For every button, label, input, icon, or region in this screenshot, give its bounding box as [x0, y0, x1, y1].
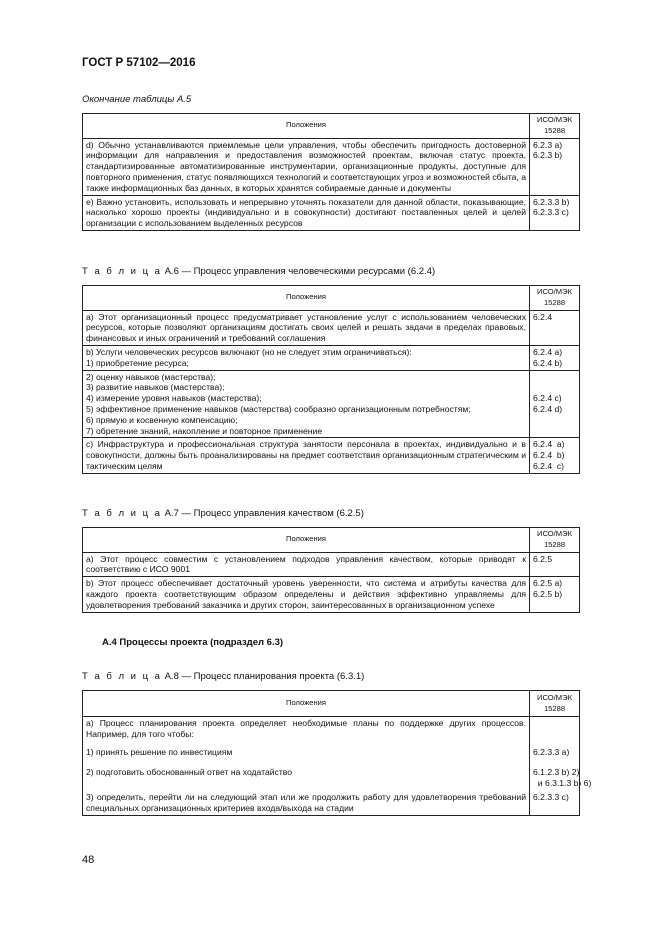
table-cell-text: е) Важно установить, использовать и непрерывно уточнять показатели для данной области, показывающие, насколько хорошо проекты (индивидуально и в совокупности) достигают поставленных целей и целей организации с использованием выделенных ресурсов	[83, 195, 530, 230]
table-row	[83, 195, 580, 230]
table-cell-ref: 6.2.5 a) 6.2.5 b)	[530, 577, 580, 612]
table-row	[83, 717, 580, 741]
table-a7-header-provisions: Положения	[83, 528, 530, 553]
table-row	[83, 552, 580, 577]
table-cell-text: а) Процесс планирования проекта определяет необходимые планы по поддержке других процессов. Например, для того чтобы:	[83, 717, 530, 741]
table-a7-caption: Т а б л и ц а А.7 — Процесс управления качеством (6.2.5)	[82, 508, 364, 519]
table-cell-ref: 6.2.5	[530, 552, 580, 577]
table-cell-ref: 6.2.3.3 b) 6.2.3.3 c)	[530, 195, 580, 230]
table-cell-ref: 6.2.4 a) 6.2.4 b) 6.2.4 c)	[530, 438, 580, 473]
table-a5-continuation-caption: Окончание таблицы А.5	[82, 94, 192, 105]
table-cell-text: d) Обычно устанавливаются приемлемые цели управления, чтобы обеспечить пригодность достоверной информации для направления и предоставления возможностей проектам, включая статус проекта, стандартизированные автоматизированные инструментарии, организационные продукты, доступные для повторного применения, статус появляющихся технологий и соответствующих угроз и возможностей сбыта, а также информационных баз данных, в которых хранятся собираемые данные и документы	[83, 138, 530, 195]
table-cell-ref	[530, 717, 580, 741]
table-a7-header-standard: ИСО/МЭК 15288	[530, 528, 580, 553]
table-a6-caption: Т а б л и ц а А.6 — Процесс управления человеческими ресурсами (6.2.4)	[82, 266, 436, 277]
table-a7	[82, 527, 580, 613]
table-cell-text: а) Этот организационный процесс предусматривает установление услуг с использованием человеческих ресурсов, которые позволяют организациям достигать своих целей и решать задачи в пределах правовых, финансовых и иных ограничений и требований соглашения	[83, 310, 530, 345]
table-cell-ref: 6.2.4 a) 6.2.4 b)	[530, 345, 580, 370]
table-cell-text: b) Этот процесс обеспечивает достаточный уровень уверенности, что система и атрибуты качества для каждого проекта соответствующим образом определены и действия эффективно управляемы для удовлетворения требований заказчика и других сторон, заинтересованных в организационном успехе	[83, 577, 530, 612]
document-title: ГОСТ Р 57102—2016	[82, 57, 196, 69]
table-cell-ref: 6.2.4	[530, 310, 580, 345]
page-number: 48	[82, 854, 95, 866]
section-heading: А.4 Процессы проекта (подраздел 6.3)	[102, 637, 284, 648]
table-row	[83, 577, 580, 612]
table-a5-header-provisions: Положения	[83, 114, 530, 139]
table-cell-text: 2) оценку навыков (мастерства); 3) развитие навыков (мастерства); 4) измерение уровня навыков (мастерства); 5) эффективное применение навыков (мастерства) сообразно организационным потребностям; 6) прямую и косвенную компенсацию; 7) обретение знаний, накопление и повторное применение	[83, 370, 530, 438]
table-a8-caption: Т а б л и ц а А.8 — Процесс планирования проекта (6.3.1)	[82, 671, 365, 682]
table-cell-ref: 6.1.2.3 b) 2) и 6.3.1.3 b) 6)	[530, 763, 580, 790]
table-a8-header-provisions: Положения	[83, 691, 530, 717]
table-row	[83, 370, 580, 438]
table-cell-ref: 6.2.3.3 a)	[530, 741, 580, 764]
table-row	[83, 438, 580, 473]
table-cell-ref: 6.2.3 а) 6.2.3 b)	[530, 138, 580, 195]
table-a6-header-standard: ИСО/МЭК 15288	[530, 286, 580, 311]
table-cell-text: 1) принять решение по инвестициям	[83, 741, 530, 764]
table-row	[83, 790, 580, 815]
table-a6-header-provisions: Положения	[83, 286, 530, 311]
table-a6	[82, 285, 580, 474]
table-row	[83, 763, 580, 790]
table-a5-header-standard: ИСО/МЭК 15288	[530, 114, 580, 139]
table-a8	[82, 690, 592, 816]
table-row	[83, 741, 580, 764]
table-cell-text: 3) определить, перейти ли на следующий этап или же продолжить работу для удовлетворения требований специальных организационных критериев входа/выхода на стадии	[83, 790, 530, 815]
table-a5	[82, 113, 580, 231]
table-cell-text: 2) подготовить обоснованный ответ на ходатайство	[83, 763, 530, 790]
table-cell-ref: 6.2.3.3 c)	[530, 790, 580, 815]
table-cell-text: а) Этот процесс совместим с установлением подходов управления качеством, которые приводят к соответствию с ИСО 9001	[83, 552, 530, 577]
table-cell-text: b) Услуги человеческих ресурсов включают (но не следует этим ограничиваться): 1) приобретение ресурса;	[83, 345, 530, 370]
table-cell-ref: 6.2.4 c) 6.2.4 d)	[530, 370, 580, 438]
table-a8-header-standard: ИСО/МЭК 15288	[530, 691, 580, 717]
table-row	[83, 138, 580, 195]
table-row	[83, 310, 580, 345]
table-cell-text: с) Инфраструктура и профессиональная структура занятости персонала в проектах, индивидуально и в совокупности, должны быть проанализированы на предмет соответствия организационным стратегическим и тактическим целям	[83, 438, 530, 473]
table-row	[83, 345, 580, 370]
